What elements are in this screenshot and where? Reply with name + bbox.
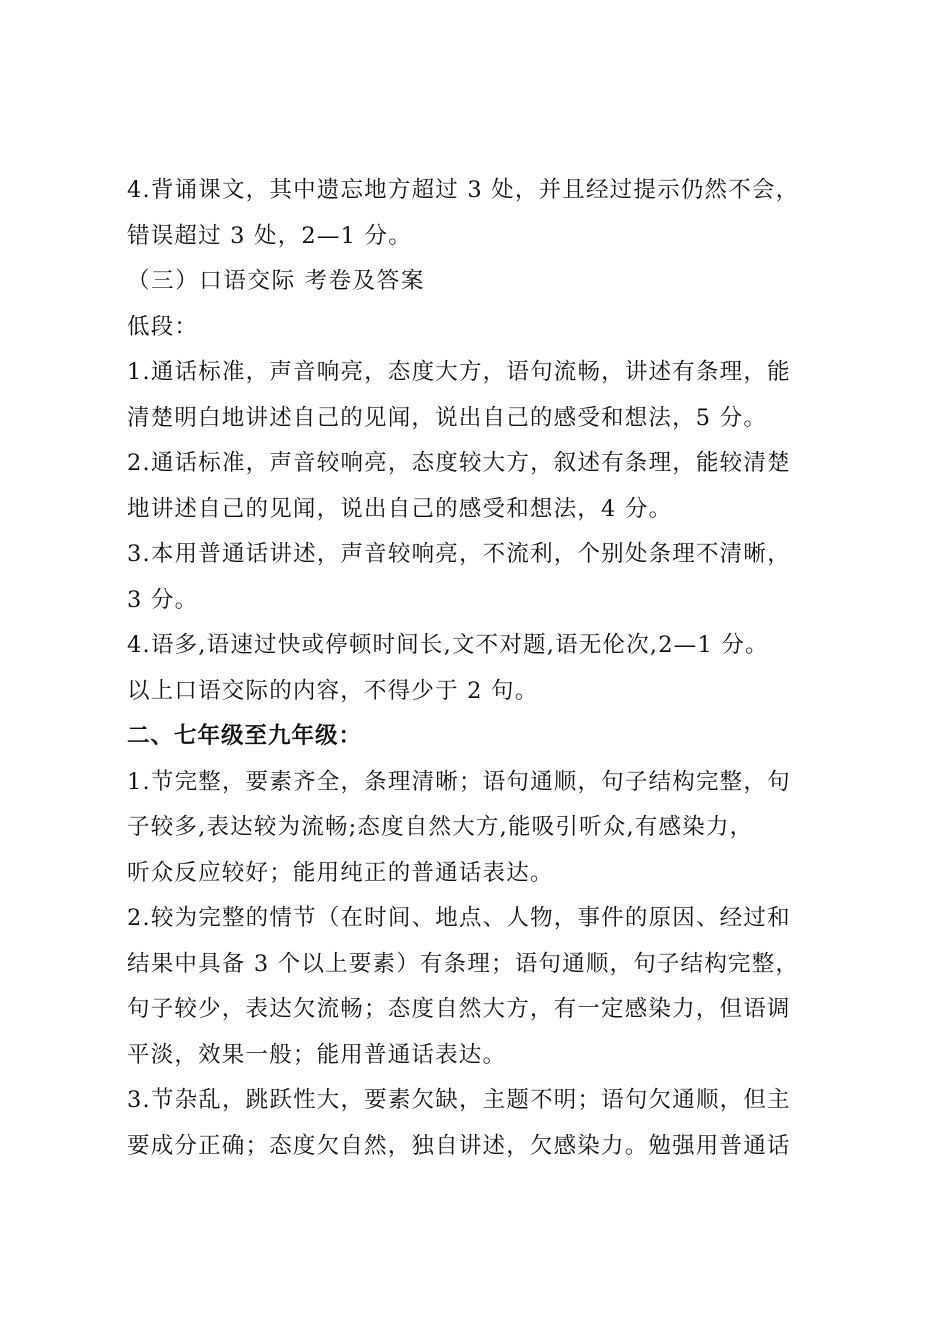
text-line: 清楚明白地讲述自己的见闻，说出自己的感受和想法，5 分。 <box>127 404 768 431</box>
text-line: 地讲述自己的见闻，说出自己的感受和想法，4 分。 <box>127 495 673 522</box>
text-line: 结果中具备 3 个以上要素）有条理；语句通顺，句子结构完整， <box>127 950 800 977</box>
text-line: 句子较少，表达欠流畅；态度自然大方，有一定感染力，但语调 <box>127 996 791 1022</box>
text-line: 平淡，效果一般；能用普通话表达。 <box>127 1041 507 1068</box>
text-line: 低段： <box>127 313 199 340</box>
text-line: 3 分。 <box>127 586 199 613</box>
text-line: 4.背诵课文，其中遗忘地方超过 3 处，并且经过提示仍然不会， <box>127 177 800 203</box>
text-line: 子较多,表达较为流畅;态度自然大方,能吸引听众,有感染力， <box>127 814 754 840</box>
text-line: 要成分正确；态度欠自然，独自讲述，欠感染力。勉强用普通话 <box>127 1132 791 1159</box>
section-subheading: （三）口语交际 考卷及答案 <box>127 268 425 294</box>
text-line: 2.通话标准，声音较响亮，态度较大方，叙述有条理，能较清楚 <box>127 450 791 476</box>
document-page <box>127 168 833 1169</box>
text-line: 1.通话标准，声音响亮，态度大方，语句流畅，讲述有条理，能 <box>127 359 791 385</box>
text-line: 2.较为完整的情节（在时间、地点、人物，事件的原因、经过和 <box>127 905 791 931</box>
text-line: 听众反应较好；能用纯正的普通话表达。 <box>127 859 554 886</box>
text-line: 3.本用普通话讲述，声音较响亮，不流利，个别处条理不清晰， <box>127 541 791 567</box>
text-line: 3.节杂乱，跳跃性大，要素欠缺，主题不明；语句欠通顺，但主 <box>127 1087 791 1113</box>
text-line: 以上口语交际的内容，不得少于 2 句。 <box>127 677 539 704</box>
section-heading: 二、七年级至九年级： <box>127 723 363 749</box>
text-line: 1.节完整，要素齐全，条理清晰；语句通顺，句子结构完整，句 <box>127 768 791 795</box>
text-line: 4.语多,语速过快或停顿时间长,文不对题,语无伦次,2—1 分。 <box>127 632 769 658</box>
text-line: 错误超过 3 处，2—1 分。 <box>127 222 412 249</box>
